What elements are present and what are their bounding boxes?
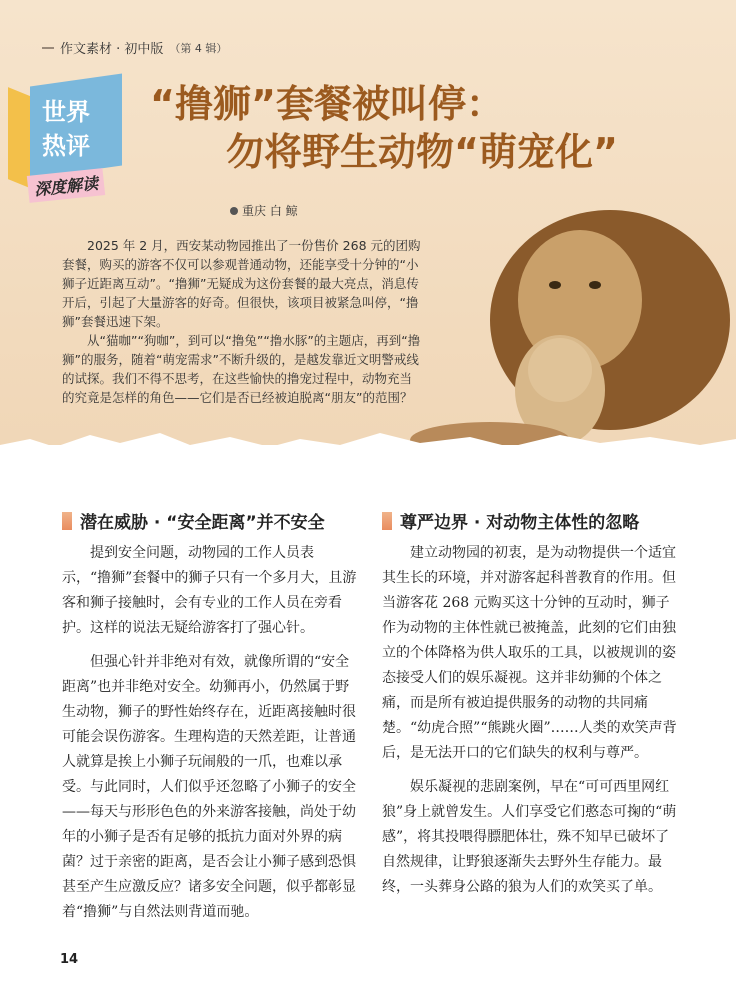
badge-line2: 热评 — [42, 131, 90, 160]
left-paragraph-2: 但强心针并非绝对有效，就像所谓的“安全距离”也并非绝对安全。幼狮再小，仍然属于野生动物，狮子的野性始终存在，近距离接触时很可能会误伤游客。生理构造的天然差距，让普通人就算是挨上小狮子玩闹般的一爪，也难以承受。与此同时，人们似乎还忽略了小狮子的安全——每天与形形色色的外来游客接触，尚处于幼年的小狮子是否有足够的抵抗力面对外界的病菌？过于亲密的距离，是否会让小狮子感到恐惧甚至产生应激反应？诸多安全问题，似乎都彰显着“撸狮”与自然法则背道而驰。 — [62, 654, 356, 920]
header-series: 作文素材 · 初中版 — [60, 42, 164, 57]
left-heading — [62, 508, 362, 533]
badge-side — [8, 87, 32, 189]
left-column — [62, 508, 362, 934]
right-heading-text: 尊严边界 · 对动物主体性的忽略 — [400, 513, 640, 533]
lion-image — [410, 200, 730, 460]
right-column — [382, 508, 682, 909]
author-bullet-icon — [230, 207, 238, 215]
title-line1: “撸狮”套餐被叫停： — [150, 82, 504, 126]
torn-edge — [0, 425, 736, 455]
header-dash-icon — [42, 47, 54, 49]
intro-paragraph-2: 从“猫咖”“狗咖”，到可以“撸兔”“撸水豚”的主题店，再到“撸狮”的服务，随着“萌宠需求”不断升级的，是越发靠近文明警戒线的试探。我们不得不思考，在这些愉快的撸宠过程中，动物充当的究竟是怎样的角色——它们是否已经被迫脱离“朋友”的范围？ — [62, 333, 421, 405]
right-paragraph-2: 娱乐凝视的悲剧案例，早在“可可西里网红狼”身上就曾发生。人们享受它们憨态可掬的“萌感”，将其投喂得膘肥体壮，殊不知早已破坏了自然规律，让野狼逐渐失去野外生存能力。最终，一头葬身公路的狼为人们的欢笑买了单。 — [382, 779, 677, 895]
article-title — [150, 80, 710, 176]
cub-face — [528, 338, 592, 402]
intro-paragraph-1: 2025 年 2 月，西安某动物园推出了一份售价 268 元的团购套餐，购买的游客不仅可以参观普通动物，还能享受十分钟的“小狮子近距离互动”。“撸狮”无疑成为这份套餐的最大亮点，消息传开后，引起了大量游客的好奇。但很快，该项目被紧急叫停，“撸狮”套餐迅速下架。 — [62, 238, 421, 329]
section-badge — [0, 80, 132, 212]
lion-eye-left — [549, 281, 561, 289]
right-paragraph-1: 建立动物园的初衷，是为动物提供一个适宜其生长的环境，并对游客起科普教育的作用。但当游客花 268 元购买这十分钟的互动时，狮子作为动物的主体性就已被掩盖，此刻的它们由独立的个体降格为供人取乐的工具，以被规训的姿态接受人们的娱乐凝视。这并非幼狮的个体之痛，而是所有被迫提供服务的动物的共同痛楚。“幼虎合照”“熊跳火圈”……人类的欢笑声背后，是无法开口的它们缺失的权利与尊严。 — [382, 545, 677, 761]
intro — [62, 236, 422, 407]
header-issue: （第 4 辑） — [169, 41, 228, 55]
badge-line1: 世界 — [42, 97, 90, 126]
left-heading-text: 潜在威胁 · “安全距离”并不安全 — [80, 513, 325, 533]
badge-tag: 深度解读 — [27, 168, 105, 203]
running-header — [42, 38, 227, 57]
lion-eye-right — [589, 281, 601, 289]
page-number: 14 — [60, 952, 79, 967]
left-paragraph-1: 提到安全问题，动物园的工作人员表示，“撸狮”套餐中的狮子只有一个多月大，且游客和狮子接触时，会有专业的工作人员在旁看护。这样的说法无疑给游客打了强心针。 — [62, 545, 357, 636]
heading-bar-icon — [62, 512, 72, 530]
right-heading — [382, 508, 682, 533]
heading-bar-icon — [382, 512, 392, 530]
author-name: 重庆 白 鲸 — [242, 204, 298, 218]
author-line — [230, 202, 298, 219]
title-line2: 勿将野生动物“萌宠化” — [226, 130, 618, 174]
